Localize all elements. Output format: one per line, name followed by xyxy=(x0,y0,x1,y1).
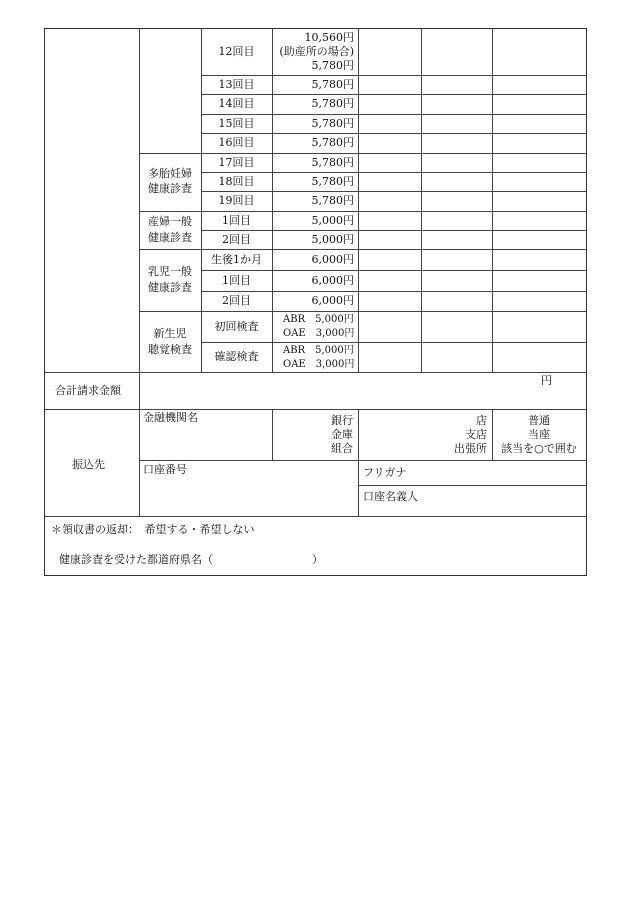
visit-infant-2: 2回目 xyxy=(222,294,251,307)
receipt-return-line: ＊領収書の返却： 希望する・希望しない xyxy=(51,523,255,536)
row-line xyxy=(201,75,587,76)
row-line xyxy=(201,230,587,231)
furigana-label: フリガナ xyxy=(363,466,407,479)
group-multi-line1: 多胎妊婦 xyxy=(148,167,192,180)
visit-18: 18回目 xyxy=(218,175,255,188)
total-bottom-line xyxy=(45,409,586,410)
branch-office: 出張所 xyxy=(454,442,487,455)
col-line-5 xyxy=(421,29,422,372)
row-line xyxy=(201,191,587,192)
bank-bottom-line xyxy=(45,516,586,517)
fee-17: 5,780円 xyxy=(311,156,354,169)
row-line xyxy=(139,311,587,312)
total-col-line xyxy=(139,372,140,516)
fee-16: 5,780円 xyxy=(311,136,354,149)
fee-hearing-confirm-oae: OAE 3,000円 xyxy=(283,359,355,370)
fee-13: 5,780円 xyxy=(311,78,354,91)
col-line-6 xyxy=(492,29,493,372)
visit-postpartum-1: 1回目 xyxy=(222,214,251,227)
visit-17: 17回目 xyxy=(218,156,255,169)
institution-label: 金融機関名 xyxy=(143,411,198,424)
total-top-line xyxy=(45,372,586,373)
fee-12-line2: (助産所の場合) xyxy=(279,45,354,58)
fee-infant-1: 6,000円 xyxy=(311,274,354,287)
type-shinkin: 金庫 xyxy=(331,428,353,441)
visit-postpartum-2: 2回目 xyxy=(222,233,251,246)
row-line xyxy=(201,172,587,173)
account-type-checking: 当座 xyxy=(528,428,550,441)
row-line xyxy=(139,249,587,250)
group-newborn-line2: 聴覚検査 xyxy=(148,343,192,356)
visit-16: 16回目 xyxy=(218,136,255,149)
group-postpartum-line2: 健康診査 xyxy=(148,231,192,244)
fee-15: 5,780円 xyxy=(311,117,354,130)
fee-14: 5,780円 xyxy=(311,97,354,110)
visit-12: 12回目 xyxy=(218,45,255,58)
group-multi-line2: 健康診査 xyxy=(148,182,192,195)
visit-infant-1: 1回目 xyxy=(222,274,251,287)
visit-14: 14回目 xyxy=(218,97,255,110)
fee-hearing-confirm-abr: ABR 5,000円 xyxy=(283,345,354,356)
account-type-savings: 普通 xyxy=(528,414,550,427)
claim-form xyxy=(44,28,587,576)
type-kumiai: 組合 xyxy=(331,442,353,455)
visit-infant-0: 生後1か月 xyxy=(211,253,262,266)
row-line xyxy=(201,342,587,343)
fee-hearing-initial-oae: OAE 3,000円 xyxy=(283,328,355,339)
row-line xyxy=(139,153,587,154)
group-infant-line1: 乳児一般 xyxy=(148,265,192,278)
row-line xyxy=(139,211,587,212)
col-line-4 xyxy=(358,29,359,372)
visit-15: 15回目 xyxy=(218,117,255,130)
row-line xyxy=(201,114,587,115)
fee-12-line1: 10,560円 xyxy=(304,31,354,44)
visit-19: 19回目 xyxy=(218,194,255,207)
branch-main: 店 xyxy=(476,414,487,427)
fee-postpartum-1: 5,000円 xyxy=(311,214,354,227)
fee-infant-0: 6,000円 xyxy=(311,253,354,266)
total-unit: 円 xyxy=(541,374,552,387)
row-line xyxy=(201,291,587,292)
group-newborn-line1: 新生児 xyxy=(153,327,187,340)
col-line-1 xyxy=(139,29,140,372)
total-label: 合計請求金額 xyxy=(55,384,121,397)
account-number-label: 口座番号 xyxy=(143,463,187,476)
branch-sub: 支店 xyxy=(465,428,487,441)
group-infant-line2: 健康診査 xyxy=(148,281,192,294)
fee-infant-2: 6,000円 xyxy=(311,294,354,307)
type-bank: 銀行 xyxy=(331,414,353,427)
fee-postpartum-2: 5,000円 xyxy=(311,233,354,246)
row-line xyxy=(201,133,587,134)
visit-hearing-confirm: 確認検査 xyxy=(214,350,259,363)
account-type-instruction: 該当を○で囲む xyxy=(501,442,577,455)
fee-18: 5,780円 xyxy=(311,175,354,188)
furigana-line xyxy=(358,485,587,486)
bank-section-label: 振込先 xyxy=(72,458,105,471)
fee-hearing-initial-abr: ABR 5,000円 xyxy=(283,314,354,325)
fee-19: 5,780円 xyxy=(311,194,354,207)
visit-13: 13回目 xyxy=(218,78,255,91)
group-postpartum-line1: 産婦一般 xyxy=(148,215,192,228)
visit-hearing-initial: 初回検査 xyxy=(214,320,259,333)
account-holder-label: 口座名義人 xyxy=(363,490,418,503)
row-line xyxy=(201,270,587,271)
prefecture-line: 健康診査を受けた都道府県名（ ） xyxy=(59,553,323,566)
fee-12-line3: 5,780円 xyxy=(311,59,354,72)
row-line xyxy=(201,94,587,95)
bank-mid-line xyxy=(139,460,587,461)
